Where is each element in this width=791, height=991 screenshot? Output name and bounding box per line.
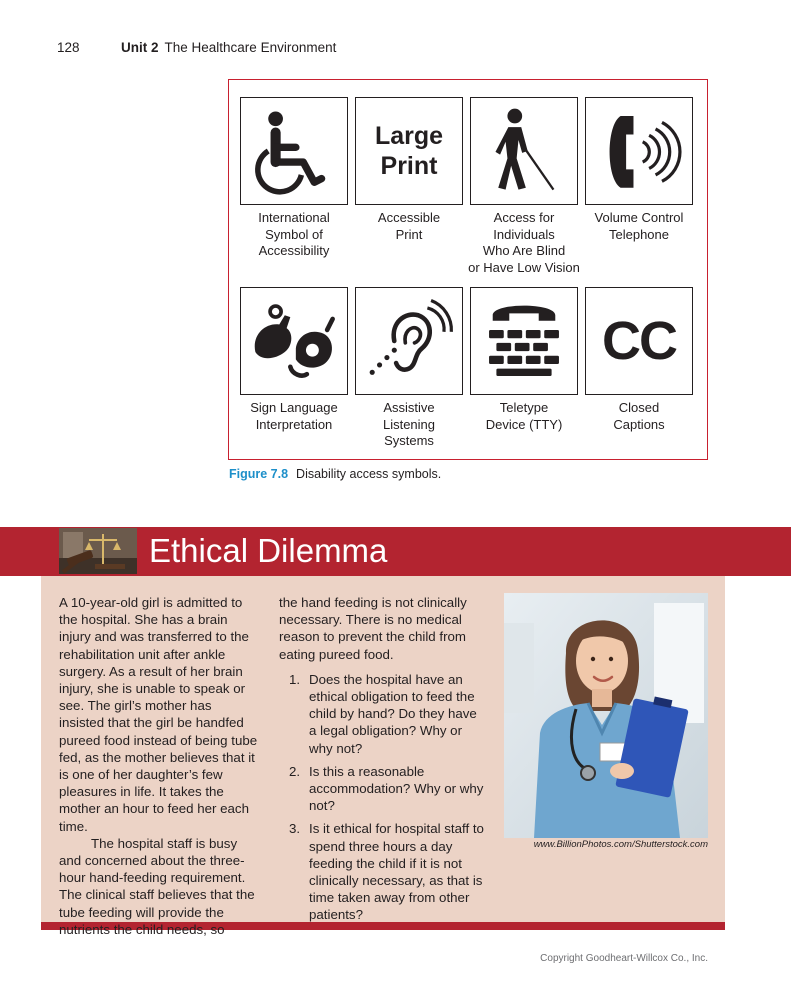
figure-box <box>228 79 708 460</box>
dilemma-questions <box>279 671 484 924</box>
symbol-caption: Accessible Print <box>377 210 441 242</box>
dilemma-column-2 <box>279 594 484 930</box>
symbol-accessible-print <box>355 97 463 243</box>
dilemma-paragraph-2: The hospital staff is busy and concerned about the three-hour hand-feeding requirement. The clinical staff believes that the tube feeding will provide the nutrients the child needs, so <box>59 835 255 937</box>
large-print-icon <box>355 97 463 205</box>
tty-icon <box>470 287 578 395</box>
photo-credit: www.BillionPhotos.com/Shutterstock.com <box>533 839 708 850</box>
symbol-accessibility <box>240 97 348 260</box>
page-number: 128 <box>57 40 80 55</box>
unit-label: Unit 2 <box>121 40 159 55</box>
symbol-caption: Sign Language Interpretation <box>250 400 338 432</box>
symbol-blind-access <box>459 97 589 276</box>
question-item: 1. Does the hospital have an ethical obligation to feed the child by hand? Do they have a legal obligation? Why or why not? <box>289 671 477 756</box>
symbol-volume-telephone <box>585 97 693 243</box>
figure-label: Figure 7.8 <box>229 467 289 481</box>
symbol-caption: Volume Control Telephone <box>594 210 684 242</box>
blind-person-icon <box>470 97 578 205</box>
cc-text: CC <box>602 311 676 371</box>
nurse-photo <box>504 593 708 838</box>
volume-telephone-icon <box>585 97 693 205</box>
symbol-assistive-listening <box>355 287 463 450</box>
symbol-caption: Assistive Listening Systems <box>382 400 436 448</box>
dilemma-title: Ethical Dilemma <box>149 532 388 569</box>
sign-language-icon <box>240 287 348 395</box>
symbol-sign-language <box>240 287 348 433</box>
figure-caption <box>229 467 441 481</box>
question-item: 3. Is it ethical for hospital staff to spend three hours a day feeding the child if it is not clinically necessary, as that is time taken away from other patients? <box>289 821 484 923</box>
copyright: Copyright Goodheart-Willcox Co., Inc. <box>540 953 708 964</box>
symbol-caption: Teletype Device (TTY) <box>485 400 563 432</box>
dilemma-column-1 <box>59 594 259 938</box>
large-print-text: Large Print <box>374 122 444 180</box>
figure-caption-text: Disability access symbols. <box>296 467 442 481</box>
symbol-tty <box>470 287 578 433</box>
unit-title: The Healthcare Environment <box>164 40 337 55</box>
symbol-caption: Closed Captions <box>613 400 665 432</box>
running-head <box>57 40 336 55</box>
dilemma-paragraph-1: A 10-year-old girl is admitted to the hospital. She has a brain injury and was transferred to the rehabilitation unit after ankle surgery. As a result of her brain injury, she is unable to speak or see. The girl’s mother has insisted that the girl be handfed pureed food instead of being tube fed, as the mother believes that it is one of her daughter’s few pleasures in life. It takes the mother an hour to feed her each time. <box>59 595 258 834</box>
assistive-listening-icon <box>355 287 463 395</box>
wheelchair-icon <box>240 97 348 205</box>
symbol-caption: Access for Individuals Who Are Blind or Have Low Vision <box>468 210 580 275</box>
dilemma-paragraph-3: the hand feeding is not clinically necessary. There is no medical reason to prevent the child from eating pureed food. <box>279 595 467 662</box>
symbol-caption: International Symbol of Accessibility <box>258 210 330 258</box>
symbol-closed-captions <box>585 287 693 433</box>
closed-captions-icon <box>585 287 693 395</box>
question-item: 2. Is this a reasonable accommodation? Why or why not? <box>289 763 484 814</box>
gavel-scales-image <box>59 528 137 574</box>
